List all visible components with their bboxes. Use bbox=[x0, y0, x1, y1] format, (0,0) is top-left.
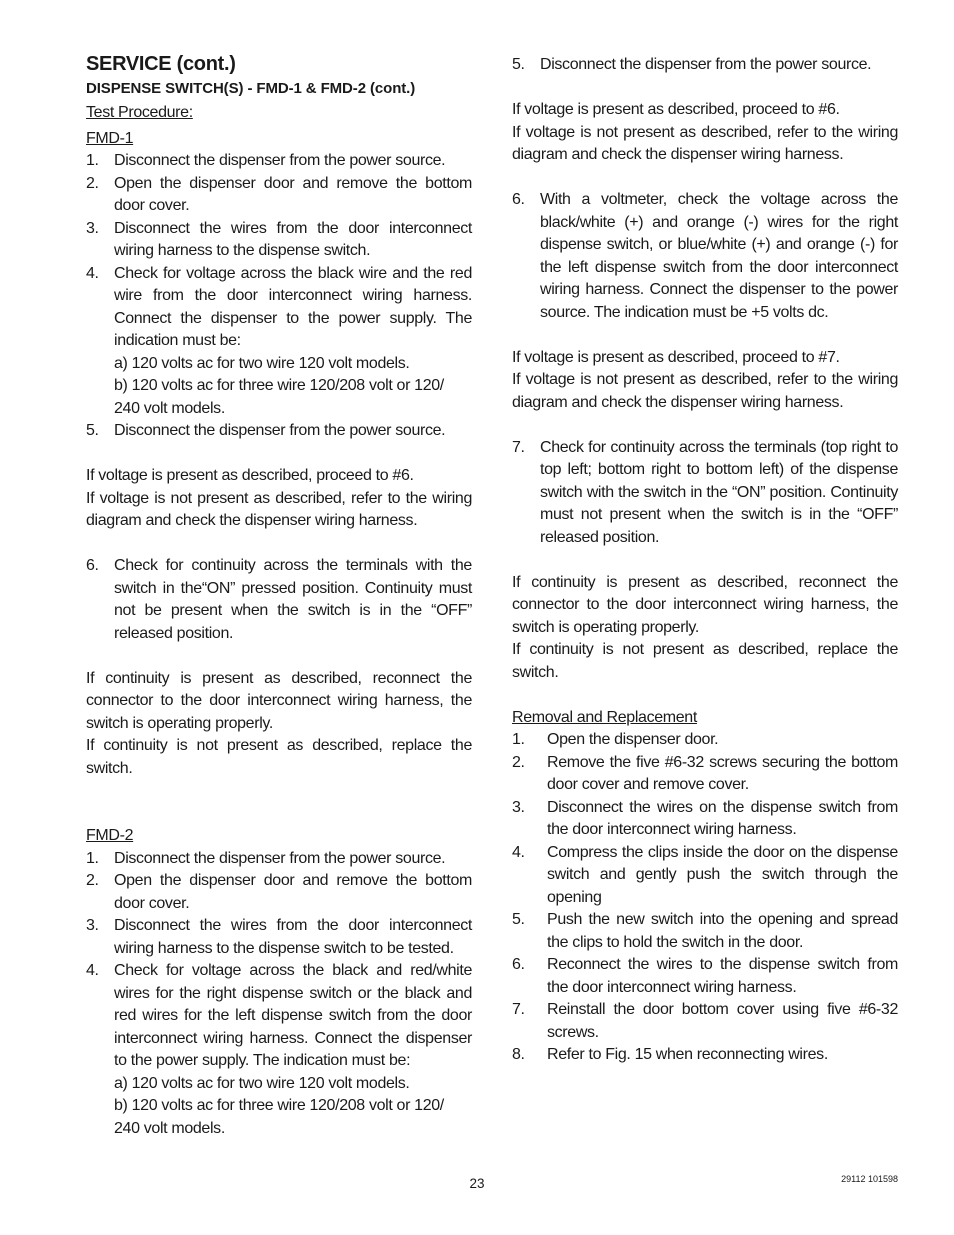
list-item bbox=[512, 909, 898, 954]
left-column bbox=[86, 52, 472, 1140]
list-item bbox=[512, 189, 898, 324]
fmd1-step-list bbox=[86, 150, 472, 443]
step-number: 8. bbox=[512, 1046, 525, 1063]
step-text: Reconnect the wires to the dispense switch from the door interconnect wiring harness. bbox=[547, 956, 898, 996]
fmd1-heading: FMD-1 bbox=[86, 129, 134, 147]
step-text: With a voltmeter, check the voltage across the black/white (+) and orange (-) wires for the right dispense switch, or blue/white (+) and orange (-) for the left dispense switch from the door interconnect wiring harness. Connect the dispenser to the power source. The indication must be +5 volts dc. bbox=[540, 191, 898, 321]
step-text: Check for voltage across the black and red/white wires for the right dispense switch or the black and red wires for the left dispense switch from the door interconnect wiring harness. Connect the dispenser to the power supply. The indication must be: bbox=[114, 962, 472, 1069]
step-text: Refer to Fig. 15 when reconnecting wires. bbox=[547, 1046, 828, 1063]
voltage-absent-note: If voltage is not present as described, refer to the wiring diagram and check the dispenser wiring harness. bbox=[86, 489, 472, 529]
step-number: 7. bbox=[512, 438, 525, 456]
document-code: 29112 101598 bbox=[841, 1174, 898, 1184]
list-item bbox=[512, 954, 898, 999]
step-text: Compress the clips inside the door on the dispense switch and gently push the switch through the opening bbox=[547, 843, 898, 906]
step-text: Push the new switch into the opening and spread the clips to hold the switch in the door. bbox=[547, 911, 898, 951]
step-text: Open the dispenser door and remove the bottom door cover. bbox=[114, 872, 472, 912]
step-number: 3. bbox=[86, 917, 99, 934]
voltage-absent-note: If voltage is not present as described, refer to the wiring diagram and check the dispenser wiring harness. bbox=[512, 123, 898, 163]
step-number: 7. bbox=[512, 1001, 525, 1018]
step-number: 5. bbox=[512, 56, 525, 73]
list-item bbox=[86, 960, 472, 1140]
step-text: Check for continuity across the terminals (top right to top left; bottom right to bottom left) of the dispense switch with the switch in the “ON” position. Continuity must not present when the switch is in the “OFF” released position. bbox=[540, 438, 898, 546]
step-text: Disconnect the wires from the door interconnect wiring harness to the dispense switch to be tested. bbox=[114, 917, 472, 957]
step-text: Reinstall the door bottom cover using five #6-32 screws. bbox=[547, 1001, 898, 1041]
list-item bbox=[512, 729, 898, 752]
fmd2-step5-list bbox=[512, 54, 898, 77]
step-number: 3. bbox=[86, 219, 99, 237]
step-text: Disconnect the wires on the dispense switch from the door interconnect wiring harness. bbox=[547, 798, 898, 838]
step-number: 6. bbox=[512, 956, 525, 973]
removal-step-list bbox=[512, 729, 898, 1067]
step-text: Open the dispenser door. bbox=[547, 731, 719, 748]
step-text: Check for voltage across the black wire and the red wire from the door interconnect wiring harness. Connect the dispenser to the power supply. The indication must be: bbox=[114, 264, 472, 349]
voltage-absent-note: If voltage is not present as described, refer to the wiring diagram and check the dispenser wiring harness. bbox=[512, 371, 898, 411]
list-item bbox=[512, 842, 898, 910]
section-subtitle: DISPENSE SWITCH(S) - FMD-1 & FMD-2 (cont.) bbox=[86, 80, 416, 97]
voltage-present-note: If voltage is present as described, proceed to #6. bbox=[86, 467, 414, 484]
step-text: Disconnect the dispenser from the power source. bbox=[114, 152, 446, 169]
step-text: Disconnect the dispenser from the power source. bbox=[114, 849, 446, 867]
step-text: Disconnect the dispenser from the power source. bbox=[114, 422, 446, 439]
fmd2-step-list bbox=[86, 848, 472, 1141]
step-text: Remove the five #6-32 screws securing the bottom door cover and remove cover. bbox=[547, 753, 898, 793]
continuity-present-note: If continuity is present as described, reconnect the connector to the door interconnect wiring harness, the switch is operating properly. bbox=[86, 669, 472, 732]
step-sub-a: a) 120 volts ac for two wire 120 volt models. bbox=[114, 1074, 410, 1092]
step-number: 1. bbox=[512, 731, 525, 748]
continuity-absent-note: If continuity is not present as described, replace the switch. bbox=[86, 737, 472, 777]
step-sub-a: a) 120 volts ac for two wire 120 volt models. bbox=[114, 354, 410, 372]
page-number: 23 bbox=[469, 1176, 485, 1191]
step-number: 6. bbox=[512, 191, 525, 208]
list-item bbox=[86, 263, 472, 421]
step-text: Disconnect the wires from the door interconnect wiring harness to the dispense switch. bbox=[114, 219, 472, 259]
test-procedure-heading: Test Procedure: bbox=[86, 104, 193, 121]
list-item bbox=[86, 150, 472, 173]
voltage-present-note: If voltage is present as described, proceed to #6. bbox=[512, 101, 840, 118]
list-item bbox=[86, 915, 472, 960]
step-text: Disconnect the dispenser from the power source. bbox=[540, 56, 872, 73]
list-item bbox=[86, 420, 472, 443]
step-number: 3. bbox=[512, 798, 525, 816]
list-item bbox=[86, 173, 472, 218]
list-item bbox=[512, 1044, 898, 1067]
fmd2-step7-list bbox=[512, 437, 898, 550]
voltage-present-note: If voltage is present as described, proceed to #7. bbox=[512, 348, 840, 366]
step-sub-b: b) 120 volts ac for three wire 120/208 volt or 120/ 240 volt models. bbox=[114, 1097, 444, 1137]
list-item bbox=[512, 437, 898, 550]
list-item bbox=[86, 870, 472, 915]
list-item bbox=[86, 555, 472, 645]
step-number: 1. bbox=[86, 152, 99, 169]
list-item bbox=[512, 797, 898, 842]
list-item bbox=[512, 999, 898, 1044]
fmd2-heading: FMD-2 bbox=[86, 827, 134, 844]
step-number: 4. bbox=[86, 264, 99, 282]
step-text: Open the dispenser door and remove the bottom door cover. bbox=[114, 174, 472, 214]
list-item bbox=[512, 752, 898, 797]
step-number: 2. bbox=[86, 174, 99, 192]
step-sub-b: b) 120 volts ac for three wire 120/208 volt or 120/ 240 volt models. bbox=[114, 377, 444, 417]
page-title: SERVICE (cont.) bbox=[86, 53, 236, 75]
step-number: 1. bbox=[86, 849, 99, 867]
step-text: Check for continuity across the terminals with the switch in the“ON” pressed position. Continuity must not be present when the switch is in the “OFF” released position. bbox=[114, 557, 472, 642]
step-number: 4. bbox=[86, 962, 99, 979]
continuity-absent-note: If continuity is not present as described, replace the switch. bbox=[512, 641, 898, 681]
step-number: 4. bbox=[512, 843, 525, 861]
list-item bbox=[86, 218, 472, 263]
step-number: 2. bbox=[512, 753, 525, 771]
fmd1-step6-list bbox=[86, 555, 472, 645]
continuity-present-note: If continuity is present as described, reconnect the connector to the door interconnect wiring harness, the switch is operating properly. bbox=[512, 573, 898, 636]
step-number: 5. bbox=[86, 422, 99, 439]
fmd2-step6-list bbox=[512, 189, 898, 324]
removal-heading: Removal and Replacement bbox=[512, 708, 697, 726]
list-item bbox=[86, 848, 472, 871]
right-column bbox=[512, 54, 898, 1067]
step-number: 5. bbox=[512, 911, 525, 928]
step-number: 6. bbox=[86, 557, 99, 574]
list-item bbox=[512, 54, 898, 77]
step-number: 2. bbox=[86, 872, 99, 889]
